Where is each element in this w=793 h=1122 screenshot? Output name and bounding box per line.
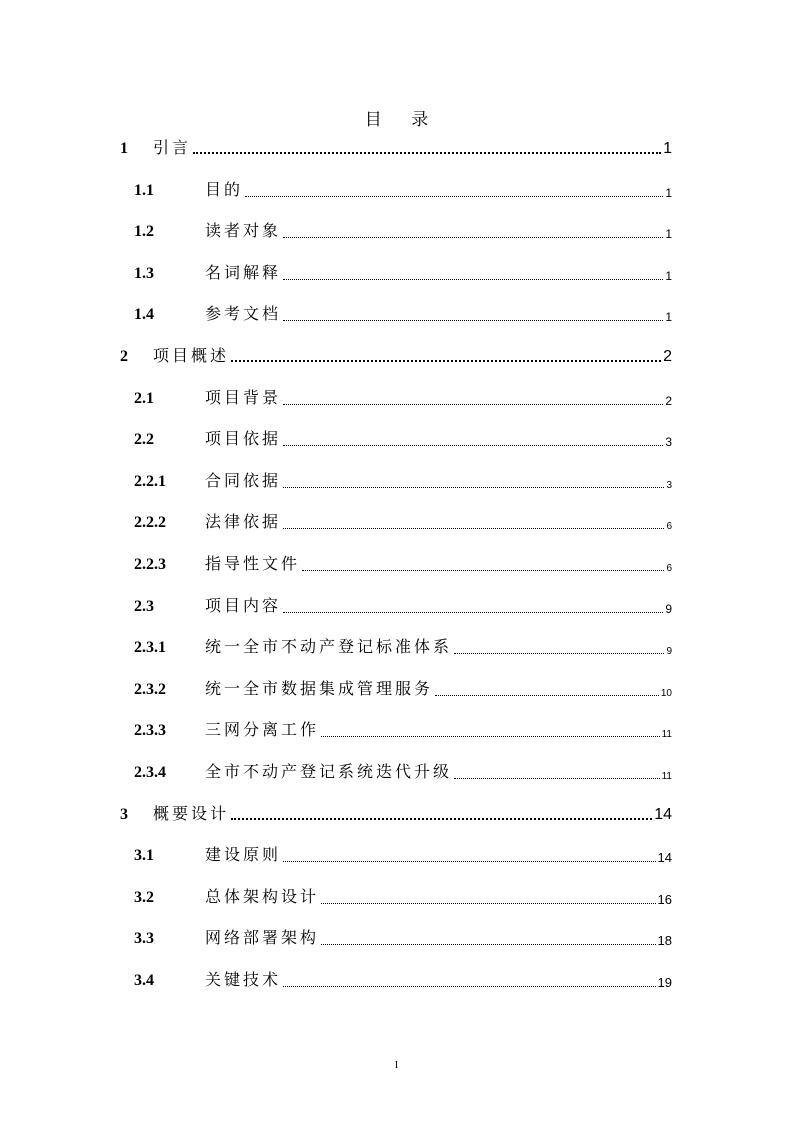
toc-entry-title[interactable]: 引言 [153, 138, 192, 157]
toc-entry-page: 18 [657, 933, 672, 949]
toc-entry-body [205, 218, 672, 241]
toc-entry-page: 2 [665, 393, 672, 408]
toc-entry-body [205, 551, 672, 574]
toc-entry-title[interactable]: 建设原则 [205, 845, 282, 865]
toc-entry-page: 11 [661, 729, 672, 741]
toc-entry-title[interactable]: 项目内容 [205, 595, 282, 615]
dot-leader [231, 360, 661, 362]
toc-entry[interactable] [0, 345, 793, 369]
toc-entry-body [205, 509, 672, 532]
toc-entry-page: 6 [666, 521, 672, 533]
toc-entry-page: 1 [665, 268, 672, 283]
toc-entry-number: 1.2 [134, 223, 154, 241]
toc-entry-number: 2.2 [134, 431, 154, 449]
toc-entry-page: 9 [665, 601, 672, 616]
toc-entry-title[interactable]: 项目依据 [205, 429, 282, 449]
toc-entry-body [205, 967, 672, 990]
toc-entry[interactable] [0, 761, 793, 785]
toc-entry-body [205, 426, 672, 449]
toc-entry-body [205, 177, 672, 200]
toc-entry-number: 3.2 [134, 888, 154, 906]
dot-leader [283, 861, 656, 862]
toc-entry-page: 6 [666, 563, 672, 574]
dot-leader [321, 903, 656, 904]
dot-leader [302, 570, 664, 571]
toc-entry-title[interactable]: 总体架构设计 [205, 886, 320, 906]
toc-entry[interactable] [0, 137, 793, 161]
toc-entry[interactable] [0, 927, 793, 951]
toc-entry-page: 1 [665, 310, 672, 325]
toc-entry-body [205, 717, 672, 740]
toc-entry-number: 1 [120, 140, 128, 157]
dot-leader [454, 653, 664, 654]
toc-entry-number: 3.3 [134, 930, 154, 948]
dot-leader [283, 237, 663, 238]
toc-entry-title[interactable]: 关键技术 [205, 970, 282, 989]
toc-entry-number: 3 [120, 805, 128, 823]
toc-entry-page: 1 [665, 227, 672, 242]
toc-entry-page: 14 [654, 805, 672, 823]
toc-entry[interactable] [0, 803, 793, 827]
toc-entry-title[interactable]: 统一全市不动产登记标准体系 [205, 637, 453, 657]
dot-leader [283, 445, 663, 446]
toc-entry-number: 1.1 [134, 181, 154, 199]
toc-entry-number: 2 [120, 348, 128, 365]
toc-entry-number: 2.3 [134, 597, 154, 615]
toc-entry-number: 2.3.3 [134, 722, 166, 740]
dot-leader [321, 944, 656, 945]
toc-entry-number: 2.3.2 [134, 680, 166, 698]
toc-entry-number: 1.3 [134, 264, 154, 282]
page-number: I [394, 1060, 399, 1071]
dot-leader [245, 196, 663, 197]
toc-entry[interactable] [0, 220, 793, 244]
toc-entry-page: 14 [657, 850, 672, 866]
toc-entry[interactable] [0, 886, 793, 910]
toc-entry-body [205, 842, 672, 865]
toc-entry-title[interactable]: 名词解释 [205, 262, 282, 282]
toc-entry-body [205, 385, 672, 408]
dot-leader [283, 612, 663, 613]
toc-entry-title[interactable]: 目的 [205, 179, 244, 199]
toc-entry[interactable] [0, 636, 793, 660]
toc-entry-title[interactable]: 统一全市数据集成管理服务 [205, 678, 434, 698]
dot-leader [283, 986, 656, 987]
toc-entry-body [153, 801, 672, 824]
toc-entry-page: 2 [663, 348, 672, 365]
toc-entry[interactable] [0, 553, 793, 577]
toc-entry-body [205, 676, 672, 699]
toc-entry-title[interactable]: 法律依据 [205, 512, 282, 532]
toc-entry-title[interactable]: 概要设计 [153, 803, 230, 823]
dot-leader [283, 487, 664, 488]
dot-leader [321, 736, 660, 737]
dot-leader [283, 404, 663, 405]
toc-entry-body [205, 468, 672, 491]
toc-entry-page: 1 [665, 185, 672, 200]
toc-entry-number: 2.2.3 [134, 556, 166, 573]
toc-entry[interactable] [0, 387, 793, 411]
toc-entry[interactable] [0, 262, 793, 286]
toc-entry-title[interactable]: 合同依据 [205, 470, 282, 490]
toc-entry-number: 2.2.1 [134, 472, 166, 490]
dot-leader [283, 528, 664, 529]
toc-entry-page: 1 [663, 140, 672, 157]
toc-entry-number: 3.4 [134, 972, 154, 989]
toc-entry-page: 3 [665, 435, 672, 450]
toc-entry-page: 16 [657, 891, 672, 907]
toc-entry-number: 2.2.2 [134, 514, 166, 532]
toc-entry[interactable] [0, 511, 793, 535]
toc-entry-title[interactable]: 三网分离工作 [205, 720, 320, 740]
toc-entry[interactable] [0, 470, 793, 494]
toc-entry-title[interactable]: 项目背景 [205, 387, 282, 407]
dot-leader [231, 818, 652, 820]
toc-entry[interactable] [0, 428, 793, 452]
toc-entry-body [153, 135, 672, 158]
toc-entry-body [205, 260, 672, 283]
toc-entry[interactable] [0, 678, 793, 702]
toc-entry[interactable] [0, 844, 793, 868]
toc-entry-body [205, 634, 672, 657]
toc-entry-body [205, 301, 672, 324]
toc-entry[interactable] [0, 303, 793, 327]
toc-entry-title[interactable]: 指导性文件 [205, 554, 301, 573]
toc-entry-page: 9 [666, 646, 672, 658]
toc-entry-page: 10 [660, 687, 672, 699]
dot-leader [435, 695, 659, 696]
toc-entry-page: 19 [657, 975, 672, 990]
dot-leader [283, 279, 663, 280]
toc-entry[interactable] [0, 179, 793, 203]
toc-entry-number: 2.3.1 [134, 639, 166, 657]
toc-entry-body [205, 884, 672, 907]
toc-entry[interactable] [0, 969, 793, 993]
dot-leader [193, 152, 661, 154]
toc-entry-body [205, 925, 672, 948]
toc-entry-number: 1.4 [134, 306, 154, 324]
toc-entry-body [205, 593, 672, 616]
dot-leader [454, 778, 660, 779]
toc-title: 目 录 [364, 110, 441, 130]
dot-leader [283, 320, 663, 321]
toc-entry-number: 2.1 [134, 389, 154, 407]
toc-entry[interactable] [0, 595, 793, 619]
toc-entry-body [205, 759, 672, 782]
toc-entry-title[interactable]: 项目概述 [153, 346, 230, 365]
toc-entry-title[interactable]: 读者对象 [205, 221, 282, 241]
toc-entry-page: 3 [666, 479, 672, 491]
toc-entry-page: 11 [661, 771, 672, 782]
toc-entry-title[interactable]: 全市不动产登记系统迭代升级 [205, 762, 453, 781]
toc-entry-number: 2.3.4 [134, 764, 166, 781]
toc-entry-body [153, 343, 672, 366]
toc-entry[interactable] [0, 719, 793, 743]
toc-entry-number: 3.1 [134, 847, 154, 865]
toc-entry-title[interactable]: 参考文档 [205, 304, 282, 324]
toc-entry-title[interactable]: 网络部署架构 [205, 928, 320, 948]
